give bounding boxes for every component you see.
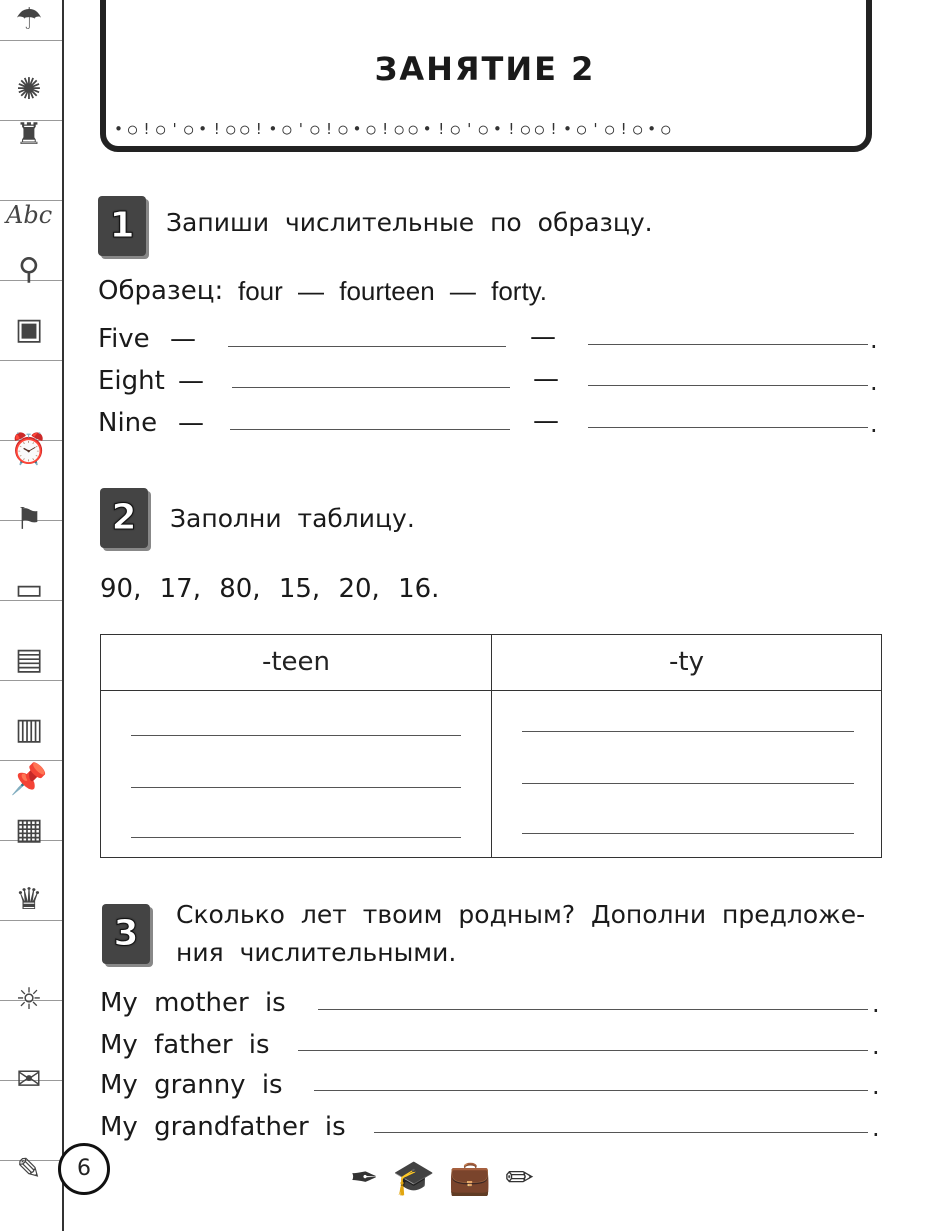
umbrella-icon: ☂ <box>15 2 43 37</box>
answer-line[interactable] <box>298 1050 868 1051</box>
period: . <box>870 410 878 438</box>
dash: — <box>533 364 559 394</box>
answer-line[interactable] <box>522 783 854 784</box>
task-3-instruction-line1: Сколько лет твоим родным? Дополни предложе- <box>176 900 866 929</box>
answer-line[interactable] <box>318 1009 868 1010</box>
period: . <box>870 326 878 354</box>
answer-line[interactable] <box>374 1132 868 1133</box>
task-3-badge: 3 <box>102 904 150 964</box>
row-eight-label: Eight <box>98 366 165 396</box>
period: . <box>872 1072 880 1100</box>
example-text: four — fourteen — forty. <box>238 276 547 306</box>
answer-line[interactable] <box>131 837 461 838</box>
dash: — <box>170 324 196 354</box>
column-header-ty: -ty <box>492 635 882 691</box>
task-2-instruction: Заполни таблицу. <box>170 504 415 533</box>
task-1-instruction: Запиши числительные по образцу. <box>166 208 653 237</box>
dash: — <box>178 366 204 396</box>
frame-decoration: •○!○'○•!○○!•○'○!○•○!○○•!○'○•!○○!•○'○!○•○ <box>114 120 676 138</box>
abc-icon: Abc <box>6 201 53 229</box>
books-icon: ▥ <box>14 712 44 747</box>
dash: — <box>530 322 556 352</box>
example-label: Образец: <box>98 276 224 306</box>
notebook-icon: ▦ <box>14 812 44 847</box>
pencil-icon: ✎ <box>16 1152 42 1187</box>
answer-line[interactable] <box>232 387 510 388</box>
tower-icon: ♜ <box>15 117 43 152</box>
decorative-side-strip <box>0 0 64 1231</box>
row-five-label: Five <box>98 324 150 354</box>
lightbulb-icon: ☼ <box>15 982 43 1017</box>
answer-line[interactable] <box>230 429 510 430</box>
answer-line[interactable] <box>131 787 461 788</box>
lesson-title: ЗАНЯТИЕ 2 <box>374 50 596 88</box>
sort-table <box>100 634 882 858</box>
period: . <box>872 1114 880 1142</box>
task-3-instruction-line2: ния числительными. <box>176 938 457 967</box>
computer-icon: ▭ <box>14 572 44 607</box>
flag-icon: ⚑ <box>15 502 43 537</box>
book-icon: ▤ <box>14 642 44 677</box>
period: . <box>870 368 878 396</box>
answer-line[interactable] <box>522 833 854 834</box>
sentence-granny: My granny is <box>100 1070 283 1100</box>
pen-icon: ✒ <box>350 1158 393 1198</box>
period: . <box>872 990 880 1018</box>
answer-line[interactable] <box>131 735 461 736</box>
row-nine-label: Nine <box>98 408 158 438</box>
sentence-grandfather: My grandfather is <box>100 1112 346 1142</box>
answer-line[interactable] <box>522 731 854 732</box>
sun-icon: ✺ <box>16 72 42 107</box>
answer-line[interactable] <box>588 344 868 345</box>
backpack-icon: ▣ <box>14 312 44 347</box>
period: . <box>872 1032 880 1060</box>
trophy-icon: ♛ <box>15 882 43 917</box>
answer-line[interactable] <box>588 427 868 428</box>
dash: — <box>178 408 204 438</box>
mailbox-icon: ✉ <box>16 1062 42 1097</box>
sentence-father: My father is <box>100 1030 270 1060</box>
page-number: 6 <box>58 1143 110 1195</box>
briefcase-icon: 💼 <box>448 1158 506 1198</box>
teen-cell <box>101 691 492 858</box>
footer-decoration <box>350 1158 548 1198</box>
dash: — <box>533 406 559 436</box>
clock-icon: ⏰ <box>10 432 48 467</box>
graduation-cap-icon: 🎓 <box>392 1158 449 1198</box>
ty-cell <box>492 691 882 858</box>
column-header-teen: -teen <box>101 635 492 691</box>
answer-line[interactable] <box>314 1090 868 1091</box>
answer-line[interactable] <box>228 346 506 347</box>
pencil-icon: ✏ <box>505 1158 548 1198</box>
task-2-badge: 2 <box>100 488 148 548</box>
sentence-mother: My mother is <box>100 988 286 1018</box>
answer-line[interactable] <box>588 385 868 386</box>
pin-icon: 📌 <box>10 762 48 797</box>
task-1-badge: 1 <box>98 196 146 256</box>
magnifier-icon: ⚲ <box>18 252 40 287</box>
numbers-list: 90, 17, 80, 15, 20, 16. <box>100 574 440 604</box>
